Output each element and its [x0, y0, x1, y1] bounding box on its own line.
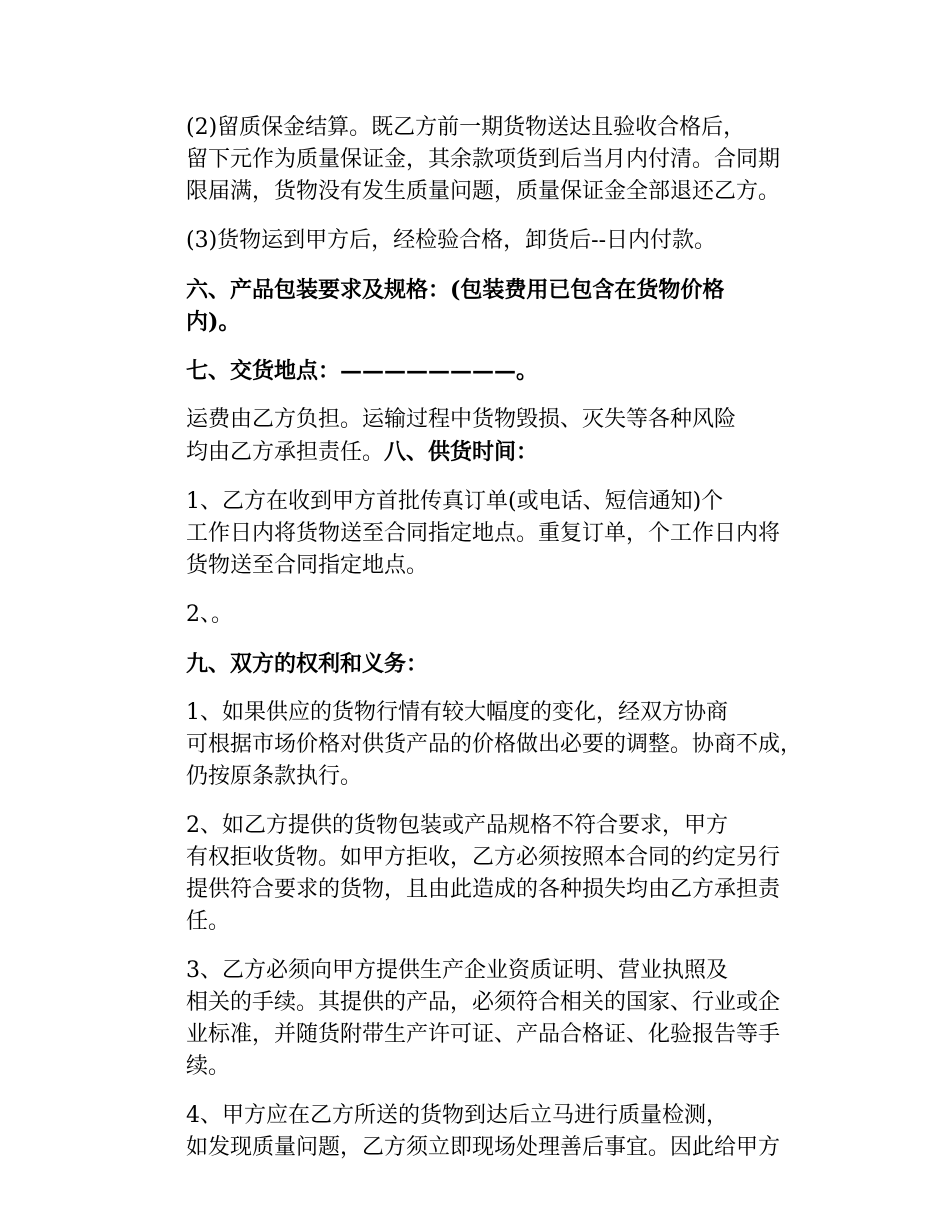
text-line: 3、乙方必须向甲方提供生产企业资质证明、营业执照及	[186, 958, 728, 983]
text-line: (3)货物运到甲方后，经检验合格，卸货后--日内付款。	[186, 228, 717, 253]
section-heading-rights-obligations	[142, 648, 814, 680]
text-line: 货物送至合同指定地点。	[186, 553, 429, 578]
text-line: 七、交货地点：————————。	[186, 358, 539, 384]
freight-responsibility-text: 均由乙方承担责任。	[186, 440, 385, 465]
paragraph-rights-1	[142, 697, 814, 793]
text-line: 限届满，货物没有发生质量问题，质量保证金全部退还乙方。	[186, 179, 781, 204]
section-heading-supply-time: 八、供货时间：	[384, 439, 539, 465]
text-line: 九、双方的权利和义务：	[186, 651, 429, 677]
text-line: 2、如乙方提供的货物包装或产品规格不符合要求，甲方	[186, 813, 728, 838]
text-line: 仍按原条款执行。	[186, 764, 363, 789]
text-line: 续。	[186, 1054, 231, 1079]
paragraph-rights-2	[142, 810, 814, 938]
text-line: 六、产品包装要求及规格：(包装费用已包含在货物价格	[186, 277, 725, 303]
text-line: 业标准，并随货附带生产许可证、产品合格证、化验报告等手	[186, 1022, 781, 1047]
text-line	[142, 436, 814, 469]
paragraph-supply-time-1	[142, 486, 814, 582]
text-line: (2)留质保金结算。既乙方前一期货物送达且验收合格后，	[186, 115, 746, 140]
paragraph-freight	[142, 404, 814, 469]
document-page	[142, 112, 814, 1181]
text-line: 2、。	[186, 602, 233, 627]
paragraph-payment-inspection	[142, 225, 814, 257]
text-line: 可根据市场价格对供货产品的价格做出必要的调整。协商不成，	[186, 732, 803, 757]
text-line: 任。	[186, 909, 231, 934]
text-line: 留下元作为质量保证金，其余款项货到后当月内付清。合同期	[186, 147, 781, 172]
paragraph-rights-3	[142, 955, 814, 1083]
text-line: 4、甲方应在乙方所送的货物到达后立马进行质量检测，	[186, 1103, 728, 1128]
text-line: 相关的手续。其提供的产品，必须符合相关的国家、行业或企	[186, 990, 781, 1015]
text-line: 有权拒收货物。如甲方拒收，乙方必须按照本合同的约定另行	[186, 845, 781, 870]
section-heading-packaging	[142, 274, 814, 338]
text-line: 1、乙方在收到甲方首批传真订单(或电话、短信通知)个	[186, 489, 724, 514]
text-line: 运费由乙方负担。运输过程中货物毁损、灭失等各种风险	[186, 407, 737, 432]
paragraph-payment-retention	[142, 112, 814, 208]
text-line: 内)。	[186, 309, 241, 335]
paragraph-supply-time-2	[142, 599, 814, 631]
paragraph-rights-4	[142, 1100, 814, 1164]
text-line: 1、如果供应的货物行情有较大幅度的变化，经双方协商	[186, 700, 728, 725]
text-line: 工作日内将货物送至合同指定地点。重复订单，个工作日内将	[186, 521, 781, 546]
text-line: 如发现质量问题，乙方须立即现场处理善后事宜。因此给甲方	[186, 1135, 781, 1160]
text-line: 提供符合要求的货物，且由此造成的各种损失均由乙方承担责	[186, 877, 781, 902]
section-heading-delivery-location	[142, 355, 814, 387]
